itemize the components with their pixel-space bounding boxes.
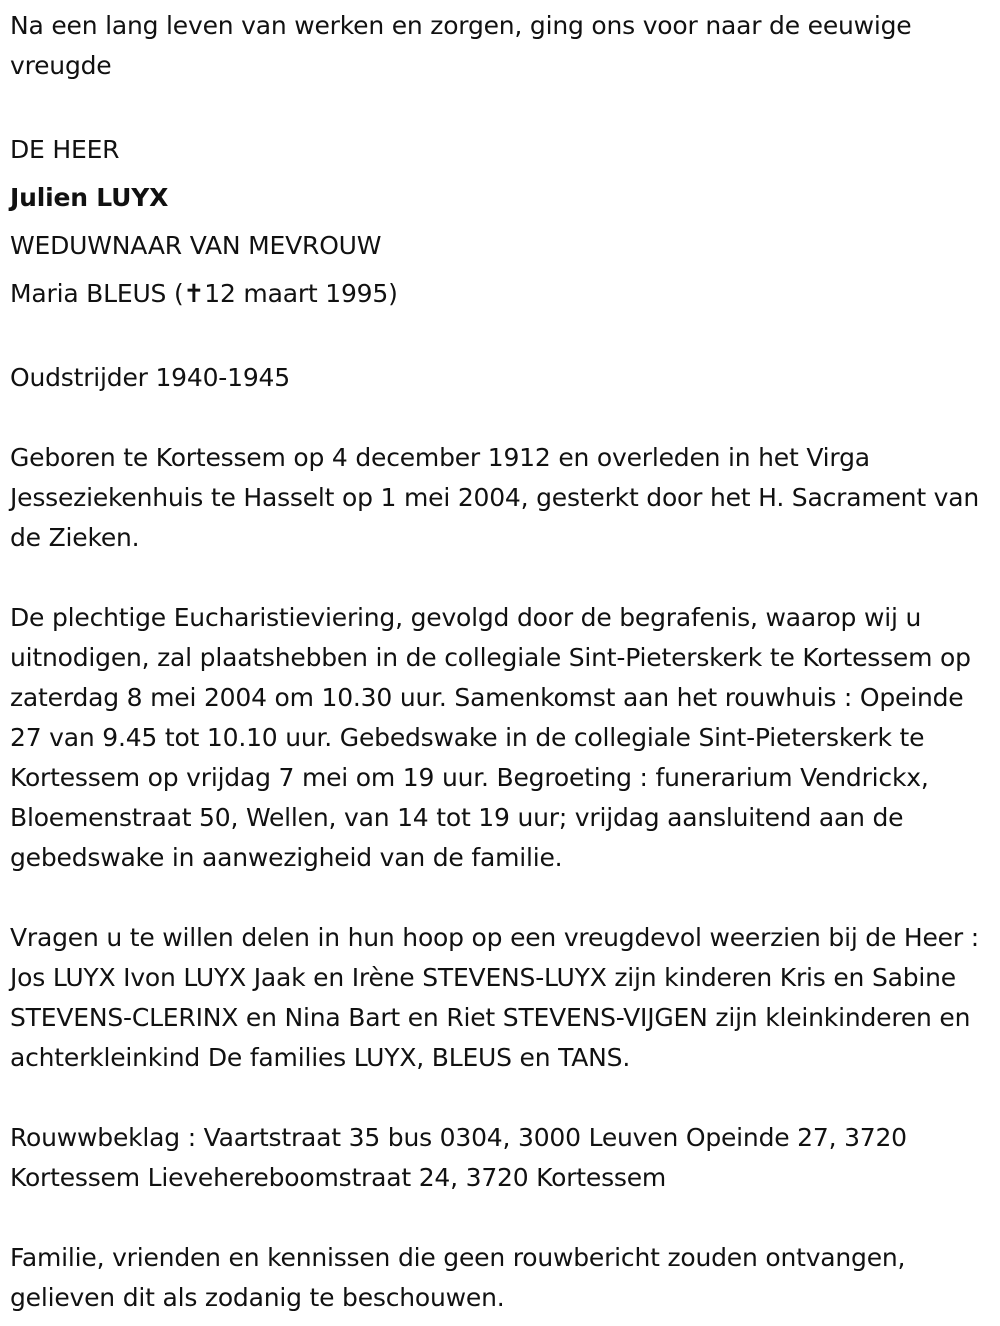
condolence-paragraph: Rouwwbeklag : Vaartstraat 35 bus 0304, 3000 Leuven Opeinde 27, 3720 Kortessem Lievehereboomstraat 24, 3720 Kortessem [10,1123,907,1192]
family-paragraph: Vragen u te willen delen in hun hoop op een vreugdevol weerzien bij de Heer : Jos LUYX Ivon LUYX Jaak en Irène STEVENS-LUYX zijn kinderen Kris en Sabine STEVENS-CLERINX en Nina Bart en Riet STEVENS-VIJGEN zijn kleinkinderen en achterkleinkind De families LUYX, BLEUS en TANS. [10,923,979,1072]
title-prefix: DE HEER [10,135,120,164]
spacer [10,878,990,918]
spouse-line: Maria BLEUS (✝12 maart 1995) [10,279,398,308]
spacer [10,1078,990,1118]
deceased-name: Julien LUYX [10,183,169,212]
closing-paragraph: Familie, vrienden en kennissen die geen rouwbericht zouden ontvangen, gelieven dit als zodanig te beschouwen. [10,1243,906,1312]
ceremony-paragraph: De plechtige Eucharistieviering, gevolgd door de begrafenis, waarop wij u uitnodigen, zal plaatshebben in de collegiale Sint-Pieterskerk te Kortessem op zaterdag 8 mei 2004 om 10.30 uur. Samenkomst aan het rouwhuis : Opeinde 27 van 9.45 tot 10.10 uur. Gebedswake in de collegiale Sint-Pieterskerk te Kortessem op vrijdag 7 mei om 19 uur. Begroeting : funerarium Vendrickx, Bloemenstraat 50, Wellen, van 14 tot 19 uur; vrijdag aansluitend aan de gebedswake in aanwezigheid van de familie. [10,603,971,872]
widower-line: WEDUWNAAR VAN MEVROUW [10,231,382,260]
spacer [10,318,990,358]
spacer [10,558,990,598]
spacer [10,1198,990,1238]
birth-death-paragraph: Geboren te Kortessem op 4 december 1912 en overleden in het Virga Jesseziekenhuis te Hasselt op 1 mei 2004, gesterkt door het H. Sacrament van de Zieken. [10,443,980,552]
spacer [10,398,990,438]
veteran-line: Oudstrijder 1940-1945 [10,363,290,392]
deceased-header [10,126,990,318]
intro-text: Na een lang leven van werken en zorgen, ging ons voor naar de eeuwige vreugde [10,11,912,80]
